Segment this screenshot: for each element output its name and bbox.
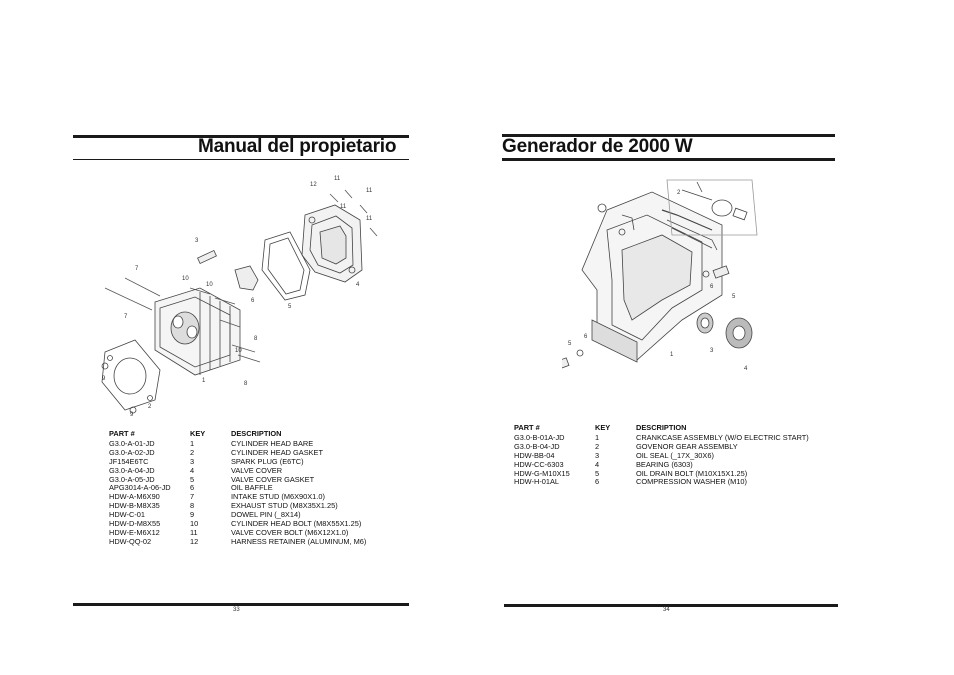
part-number: HDW-E-M6X12 (109, 527, 160, 537)
part-number: JF154E6TC (109, 456, 149, 466)
key: 5 (190, 474, 195, 484)
part-number: G3.0-A-02-JD (109, 447, 155, 457)
page-number: 33 (233, 607, 240, 613)
crankcase-drawing (582, 192, 722, 362)
callout-11: 11 (366, 216, 373, 222)
callout-11: 11 (334, 176, 341, 182)
callout-11: 11 (340, 204, 347, 210)
callout-12: 12 (310, 182, 317, 188)
part-number: HDW-B-M8X35 (109, 501, 160, 511)
description: INTAKE STUD (M6X90X1.0) (231, 492, 325, 502)
callout-10: 10 (182, 276, 189, 282)
callout-2: 2 (677, 190, 681, 196)
cylinder-head-exploded-diagram (90, 170, 390, 420)
oil-seal-drawing (697, 313, 713, 333)
description: CRANKCASE ASSEMBLY (W/O ELECTRIC START) (636, 432, 809, 442)
callout-9: 9 (130, 412, 134, 418)
callout-6: 6 (584, 334, 588, 340)
description: OIL DRAIN BOLT (M10X15X1.25) (636, 468, 748, 478)
bearing-drawing (726, 318, 752, 348)
page-title: Generador de 2000 W (502, 136, 693, 157)
callout-8: 8 (244, 381, 248, 387)
cylinder-head-gasket-drawing (102, 340, 160, 410)
description: GOVENOR GEAR ASSEMBLY (636, 441, 738, 451)
description: DOWEL PIN (_8X14) (231, 510, 301, 520)
table-row (109, 538, 366, 547)
description: CYLINDER HEAD BOLT (M8X55X1.25) (231, 519, 362, 529)
oil-baffle-drawing (235, 266, 258, 290)
spark-plug-drawing (198, 250, 217, 263)
title-bottom-rule (73, 159, 409, 160)
page-title: Manual del propietario (198, 136, 397, 157)
page-number: 34 (663, 607, 670, 613)
part-number: G3.0-A-01-JD (109, 438, 155, 448)
key: 1 (595, 432, 600, 442)
callout-1: 1 (202, 378, 206, 384)
callout-7: 7 (124, 314, 128, 320)
key: 3 (190, 456, 195, 466)
callout-3: 3 (195, 238, 199, 244)
callout-4: 4 (744, 366, 748, 372)
part-number: G3.0-A-05-JD (109, 474, 155, 484)
part-number: G3.0-B-04-JD (514, 441, 560, 451)
header-description: DESCRIPTION (636, 423, 687, 432)
intake-studs-drawing (105, 278, 160, 310)
callout-10: 10 (206, 282, 213, 288)
key: 6 (190, 483, 195, 493)
part-number: G3.0-A-04-JD (109, 465, 155, 475)
table-row (514, 478, 809, 487)
crankcase-exploded-diagram (562, 170, 792, 380)
part-number: HDW-A-M6X90 (109, 492, 160, 502)
description: VALVE COVER GASKET (231, 474, 315, 484)
callout-6: 6 (251, 298, 255, 304)
description: BEARING (6303) (636, 459, 693, 469)
footer-rule (504, 604, 838, 607)
header-key: KEY (595, 423, 611, 432)
description: HARNESS RETAINER (ALUMINUM, M6) (231, 536, 367, 546)
key: 10 (190, 519, 199, 529)
key: 3 (595, 450, 600, 460)
description: VALVE COVER BOLT (M6X12X1.0) (231, 527, 349, 537)
header-part: PART # (514, 423, 540, 432)
callout-11: 11 (366, 188, 373, 194)
part-number: APG3014-A-06-JD (109, 483, 171, 493)
description: SPARK PLUG (E6TC) (231, 456, 304, 466)
cylinder-head-drawing (155, 288, 240, 375)
key: 4 (595, 459, 600, 469)
callout-5: 5 (732, 294, 736, 300)
description: VALVE COVER (231, 465, 283, 475)
key: 2 (595, 441, 600, 451)
callout-7: 7 (135, 266, 139, 272)
callout-2: 2 (148, 404, 152, 410)
key: 5 (595, 468, 600, 478)
header-part: PART # (109, 429, 135, 438)
key: 8 (190, 501, 195, 511)
description: CYLINDER HEAD GASKET (231, 447, 323, 457)
description: EXHAUST STUD (M8X35X1.25) (231, 501, 338, 511)
dowel-pin-drawing (102, 363, 108, 369)
description: OIL BAFFLE (231, 483, 273, 493)
description: COMPRESSION WASHER (M10) (636, 477, 748, 487)
part-number: HDW-G-M10X15 (514, 468, 570, 478)
part-number: HDW-BB-04 (514, 450, 555, 460)
part-number: HDW-C-01 (109, 510, 145, 520)
key: 6 (595, 477, 600, 487)
callout-5: 5 (288, 304, 292, 310)
parts-table (109, 430, 366, 547)
part-number: HDW-H-01AL (514, 477, 560, 487)
title-bottom-rule (502, 158, 835, 161)
callout-8: 8 (254, 336, 258, 342)
footer-rule (73, 603, 409, 606)
compression-washer-drawing (577, 350, 583, 356)
key: 9 (190, 510, 195, 520)
callout-10: 10 (235, 348, 242, 354)
key: 12 (190, 536, 199, 546)
parts-table (514, 424, 809, 487)
header-description: DESCRIPTION (231, 429, 282, 438)
part-number: G3.0-B-01A-JD (514, 432, 565, 442)
callout-4: 4 (356, 282, 360, 288)
key: 4 (190, 465, 195, 475)
part-number: HDW-D-M8X55 (109, 519, 161, 529)
callout-9: 9 (102, 376, 106, 382)
part-number: HDW-QQ-02 (109, 536, 152, 546)
callout-6: 6 (710, 284, 714, 290)
callout-5: 5 (568, 341, 572, 347)
key: 2 (190, 447, 195, 457)
description: OIL SEAL (_17X_30X6) (636, 450, 714, 460)
key: 7 (190, 492, 195, 502)
header-key: KEY (190, 429, 206, 438)
description: CYLINDER HEAD BARE (231, 438, 314, 448)
callout-3: 3 (710, 348, 714, 354)
part-number: HDW-CC-6303 (514, 459, 564, 469)
callout-1: 1 (670, 352, 674, 358)
right-page (477, 0, 954, 675)
key: 11 (190, 527, 198, 537)
key: 1 (190, 438, 195, 448)
valve-cover-drawing (302, 205, 362, 282)
